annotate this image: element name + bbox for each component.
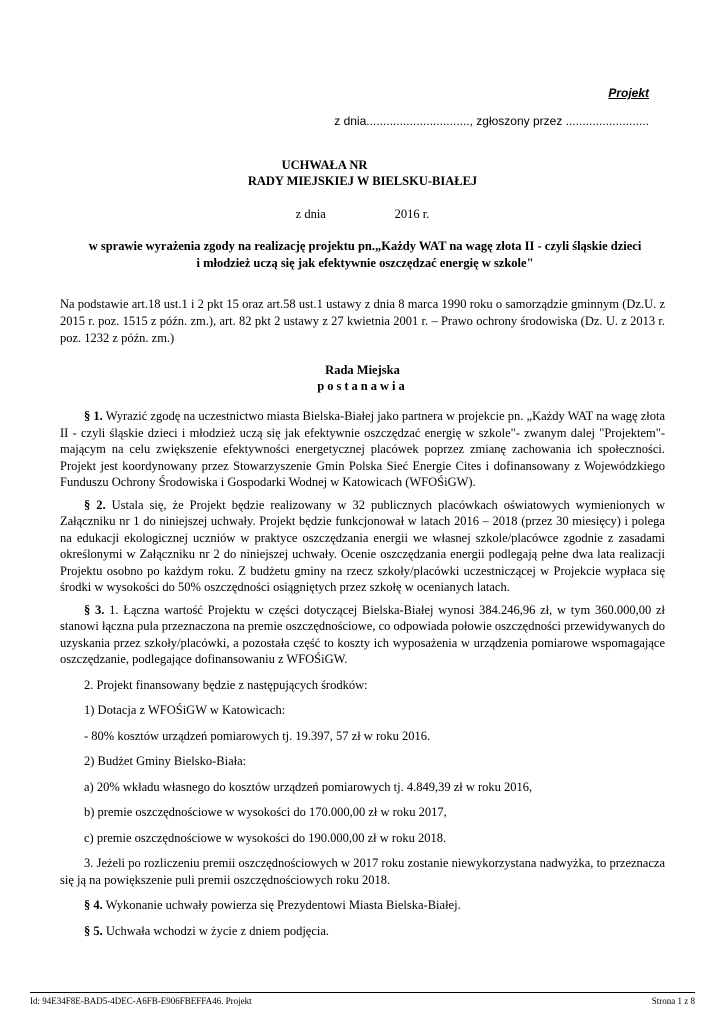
- section-2: [60, 497, 665, 596]
- section-3-point-2: 2. Projekt finansowany będzie z następujących środków:: [84, 677, 368, 692]
- section-2-label: § 2.: [84, 497, 106, 512]
- document-id: Id: 94E34F8E-BAD5-4DEC-A6FB-E906FBEFFA46. Projekt: [30, 996, 252, 1006]
- section-3-point-2-2-c: c) premie oszczędnościowe w wysokości do 190.000,00 zł w roku 2018.: [84, 830, 447, 845]
- section-3-text: 1. Łączna wartość Projektu w części dotyczącej Bielska-Białej wynosi 384.246,96 zł, w tym 360.000,00 zł stanowi łączna pula przeznaczona na premie oszczędnościowe, co odpowiada połowie oszczędności przewidywanych do uzyskania przez szkoły/placówki, a pozostała część to koszty ich wyposażenia w urządzenia pomiarowe wspomagające oszczędzanie, podlegające dofinansowaniu z WFOŚiGW.: [60, 602, 665, 666]
- submission-line: z dnia..............................., zgłoszony przez .........................: [334, 114, 649, 128]
- section-3-point-2-2-b: b) premie oszczędnościowe w wysokości do 170.000,00 zł w roku 2017,: [84, 805, 447, 819]
- section-3-point-2-1-a: - 80% kosztów urządzeń pomiarowych tj. 19.397, 57 zł w roku 2016.: [84, 728, 431, 743]
- section-1-text: Wyrazić zgodę na uczestnictwo miasta Bielska-Białej jako partnera w projekcie pn. „Każdy WAT na wagę złota II - czyli śląskie dzieci i młodzież uczą się jak efektywnie oszczędzać energię w szkole"- zwanym dalej "Projektem"- mającym na celu zwiększenie efektywności energetycznej placówek poprzez zmianę zachowania ich społeczności. Projekt jest koordynowany przez Stowarzyszenie Gmin Polska Sieć Energie Cites i dofinansowany z Wojewódzkiego Funduszu Ochrony Środowiska i Gospodarki Wodnej w Katowicach (WFOŚiGW).: [60, 409, 665, 489]
- section-3-point-2-2: 2) Budżet Gminy Bielsko-Biała:: [84, 754, 247, 768]
- decides-heading: postanawia: [317, 379, 408, 393]
- section-1: [60, 408, 665, 491]
- section-3-label: § 3.: [84, 602, 105, 617]
- section-4: [60, 897, 665, 914]
- title-line-2: RADY MIEJSKIEJ W BIELSKU-BIAŁEJ: [247, 174, 478, 188]
- resolution-title: [0, 157, 725, 189]
- section-4-text: Wykonanie uchwały powierza się Prezydentowi Miasta Bielska-Białej.: [102, 898, 461, 912]
- subject-line-2: i młodzież uczą się jak efektywnie oszczędzać energię w szkole": [196, 256, 534, 270]
- council-heading: [0, 362, 725, 394]
- section-3-point-3: 3. Jeżeli po rozliczeniu premii oszczędnościowych w 2017 roku zostanie niewykorzystana nadwyżka, to przeznacza się ją na powiększenie puli premii oszczędnościowych roku 2018.: [60, 856, 665, 887]
- section-5: [60, 923, 665, 940]
- section-3-point-2-1: 1) Dotacja z WFOŚiGW w Katowicach:: [84, 703, 286, 717]
- section-5-text: Uchwała wchodzi w życie z dniem podjęcia.: [102, 923, 330, 938]
- section-3-point-2-2-a: a) 20% wkładu własnego do kosztów urządzeń pomiarowych tj. 4.849,39 zł w roku 2016,: [84, 779, 533, 794]
- resolution-subject: [60, 238, 670, 272]
- section-1-label: § 1.: [84, 409, 103, 423]
- page-number: Strona 1 z 8: [651, 996, 695, 1006]
- section-4-label: § 4.: [84, 898, 103, 912]
- footer-divider: [30, 992, 695, 993]
- section-5-label: § 5.: [84, 923, 103, 938]
- section-2-text: Ustala się, że Projekt będzie realizowany w 32 publicznych placówkach oświatowych wymienionych w Załączniku nr 1 do niniejszej uchwały. Projekt będzie funkcjonował w latach 2016 – 2018 (przez 30 miesięcy) i polega na edukacji ekologicznej uczniów w praktyce oszczędzania energii we własnej szkole/placówce zgodnie z zasadami określonymi w Załączniku nr 2 do niniejszej uchwały. Ocenie oszczędzania energii podlegają pełne dwa lata realizacji Projektu osobno po każdym roku. Z budżetu gminy na rzecz szkoły/placówki uczestniczącej w Projekcie wypłaca się środki w wysokości do 50% oszczędności osiągniętych przez szkołę w ocenianych latach.: [60, 497, 666, 594]
- section-3: [60, 602, 665, 668]
- legal-basis: Na podstawie art.18 ust.1 i 2 pkt 15 oraz art.58 ust.1 ustawy z dnia 8 marca 1990 roku o samorządzie gminnym (Dz.U. z 2015 r. poz. 1515 z późn. zm.), art. 82 pkt 2 ustawy z 27 kwietnia 2001 r. – Prawo ochrony środowiska (Dz. U. z 2013 r. poz. 1232 z późn. zm.): [60, 297, 665, 345]
- subject-line-1: w sprawie wyrażenia zgody na realizację projektu pn.„Każdy WAT na wagę złota II - czyli śląskie dzieci: [88, 239, 642, 253]
- title-line-1: UCHWAŁA NR: [281, 158, 368, 172]
- council-name: Rada Miejska: [325, 363, 400, 377]
- draft-label: Projekt: [608, 86, 649, 100]
- resolution-date: z dnia 2016 r.: [295, 207, 430, 221]
- resolution-body: [60, 408, 665, 948]
